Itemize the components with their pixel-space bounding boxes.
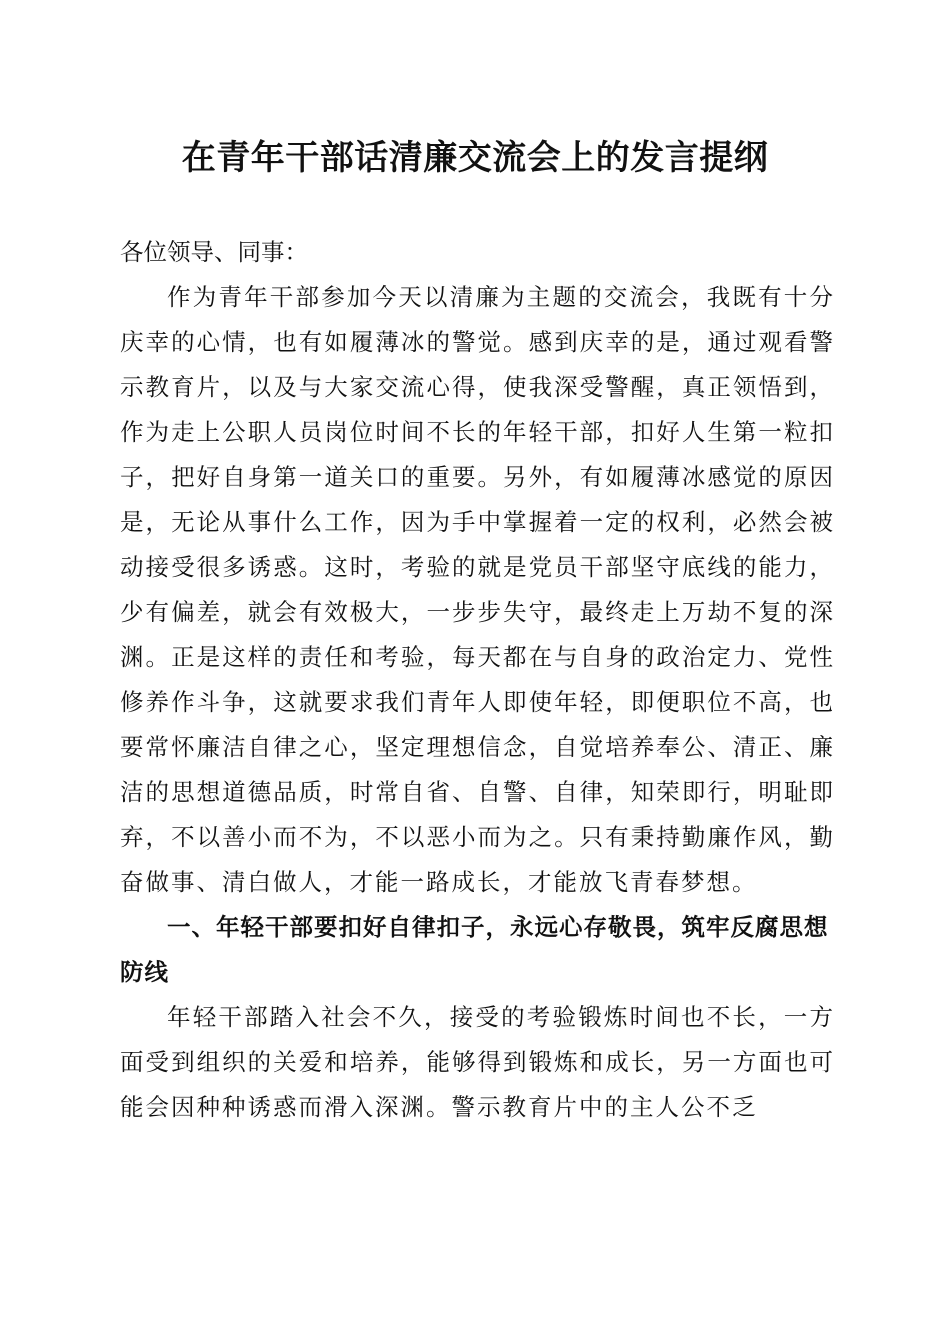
document-title: 在青年干部话清廉交流会上的发言提纲 (181, 138, 769, 178)
section-paragraph: 年轻干部踏入社会不久，接受的考验锻炼时间也不长，一方面受到组织的关爱和培养，能够得到锻炼和成长，另一方面也可能会因种种诱惑而滑入深渊。警示教育片中的主人公不乏 (120, 1003, 835, 1121)
greeting-line: 各位领导、同事： (120, 238, 308, 266)
intro-paragraph: 作为青年干部参加今天以清廉为主题的交流会，我既有十分庆幸的心情，也有如履薄冰的警觉。感到庆幸的是，通过观看警示教育片，以及与大家交流心得，使我深受警醒，真正领悟到，作为走上公职人员岗位时间不长的年轻干部，扣好人生第一粒扣子，把好自身第一道关口的重要。另外，有如履薄冰感觉的原因是，无论从事什么工作，因为手中掌握着一定的权利，必然会被动接受很多诱惑。这时，考验的就是党员干部坚守底线的能力，少有偏差，就会有效极大，一步步失守，最终走上万劫不复的深渊。正是这样的责任和考验，每天都在与自身的政治定力、党性修养作斗争，这就要求我们青年人即使年轻，即便职位不高，也要常怀廉洁自律之心，坚定理想信念，自觉培养奉公、清正、廉洁的思想道德品质，时常自省、自警、自律，知荣即行，明耻即弃，不以善小而不为，不以恶小而为之。只有秉持勤廉作风，勤奋做事、清白做人，才能一路成长，才能放飞青春梦想。 (120, 283, 835, 896)
document-body (120, 230, 835, 1130)
section-heading: 一、年轻干部要扣好自律扣子，永远心存敬畏，筑牢反腐思想防线 (120, 913, 829, 986)
